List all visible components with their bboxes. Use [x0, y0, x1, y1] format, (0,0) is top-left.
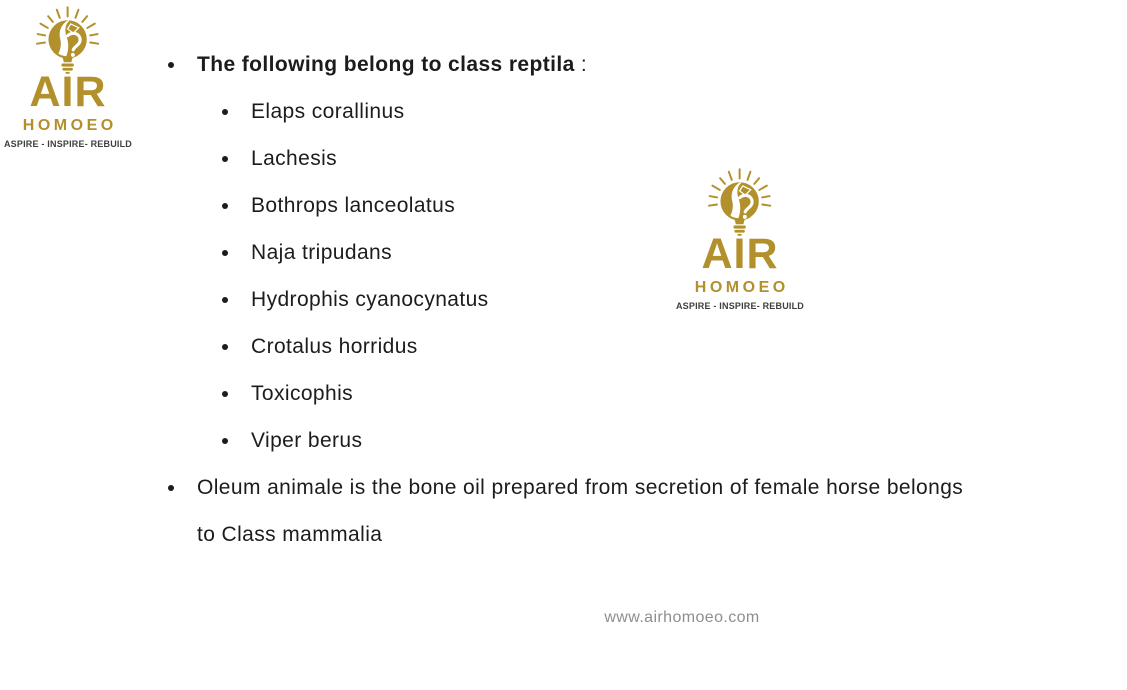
- slide-body: [0, 41, 1127, 558]
- logo-tagline: ASPIRE - INSPIRE- REBUILD: [675, 300, 804, 311]
- list-item-label: Crotalus horridus: [251, 334, 418, 358]
- logo-air-text: AIR: [29, 68, 107, 116]
- heading-colon: :: [574, 52, 588, 76]
- note-row-line2: [0, 511, 1127, 558]
- list-item-reptile: [0, 135, 1127, 182]
- logo-homoeo-text: HOMOEO: [22, 116, 117, 134]
- list-item-label: Viper berus: [251, 428, 363, 452]
- heading-text: [197, 53, 587, 77]
- list-item-reptile: [0, 276, 1127, 323]
- list-item-label: Hydrophis cyanocynatus: [251, 287, 489, 311]
- heading-bold: The following belong to class reptila: [197, 52, 575, 76]
- bullet-dot: [222, 156, 251, 162]
- list-item-label: Elaps corallinus: [251, 99, 405, 123]
- list-item-label: Toxicophis: [251, 381, 354, 405]
- list-item-label: Naja tripudans: [251, 240, 393, 264]
- list-item-reptile: [0, 370, 1127, 417]
- bullet-dot: [222, 391, 251, 397]
- logo-air-text: AIR: [701, 230, 779, 278]
- logo-tagline: ASPIRE - INSPIRE- REBUILD: [3, 138, 132, 149]
- footer-url: www.airhomoeo.com: [604, 609, 760, 626]
- list-item-reptile: [0, 229, 1127, 276]
- bullet-dot: [222, 109, 251, 115]
- list-item-reptile: [0, 417, 1127, 464]
- list-item-label: Lachesis: [251, 146, 338, 170]
- heading-row: [0, 41, 1127, 88]
- bullet-dot: [168, 485, 197, 491]
- logo-homoeo-text: HOMOEO: [694, 278, 789, 296]
- list-item-label: Bothrops lanceolatus: [251, 193, 456, 217]
- list-item-reptile: [0, 182, 1127, 229]
- bullet-dot: [222, 297, 251, 303]
- lightbulb-icon: [705, 168, 774, 236]
- note-text-line1: Oleum animale is the bone oil prepared from secretion of female horse belongs: [197, 475, 964, 499]
- bullet-dot: [222, 438, 251, 444]
- note-row-line1: [0, 464, 1127, 511]
- list-item-reptile: [0, 323, 1127, 370]
- list-item-reptile: [0, 88, 1127, 135]
- bullet-dot: [222, 250, 251, 256]
- airhomoeo-logo-center: [674, 168, 806, 311]
- bullet-dot: [168, 62, 197, 68]
- bullet-dot: [222, 203, 251, 209]
- note-text-line2: to Class mammalia: [197, 522, 383, 546]
- bullet-dot: [222, 344, 251, 350]
